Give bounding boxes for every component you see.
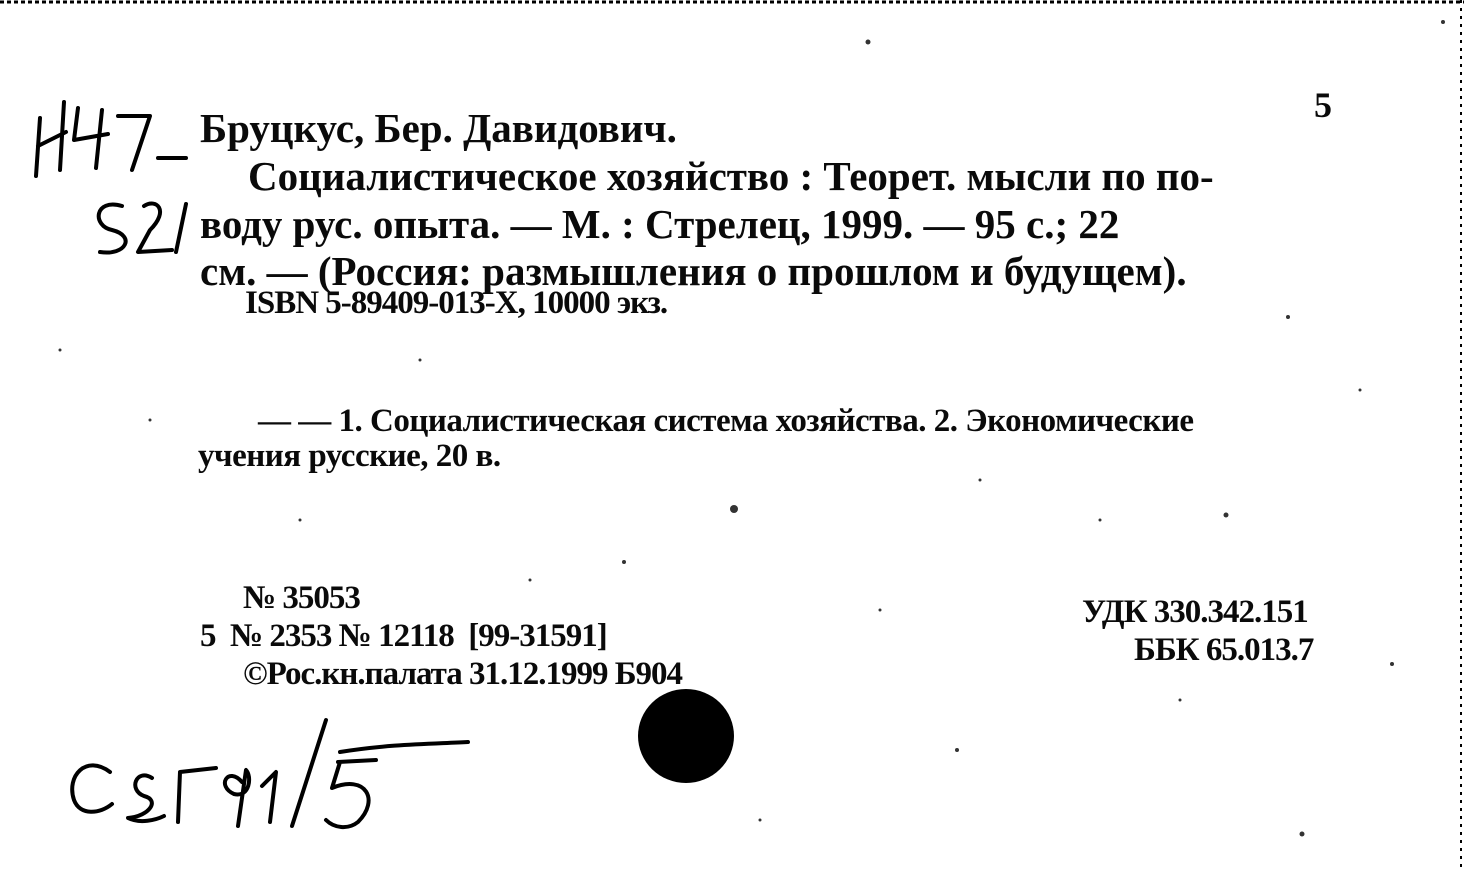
title-line-1: Социалистическое хозяйство : Теорет. мысли по по- (248, 153, 1214, 199)
number-line-1: № 35053 (243, 580, 360, 616)
author-line: Бруцкус, Бер. Давидович. (200, 105, 677, 151)
copyright-line: ©Рос.кн.палата 31.12.1999 Б904 (243, 656, 683, 692)
card-number: 5 (1314, 85, 1332, 125)
isbn-line: ISBN 5-89409-013-X, 10000 экз. (245, 285, 668, 321)
number-line-2: 5 № 2353 № 12118 [99-31591] (200, 618, 607, 654)
title-line-2: воду рус. опыта. — М. : Стрелец, 1999. — 95 с.; 22 (200, 201, 1120, 247)
punch-hole (638, 689, 734, 783)
subjects-line-2: учения русские, 20 в. (198, 438, 501, 474)
title-line-3: см. — (Россия: размышления о прошлом и будущем). (200, 248, 1187, 294)
udk-code: УДК 330.342.151 (1082, 594, 1308, 630)
subjects-line-1: — — 1. Социалистическая система хозяйства. 2. Экономические (258, 403, 1194, 439)
bbk-code: ББК 65.013.7 (1134, 632, 1314, 668)
